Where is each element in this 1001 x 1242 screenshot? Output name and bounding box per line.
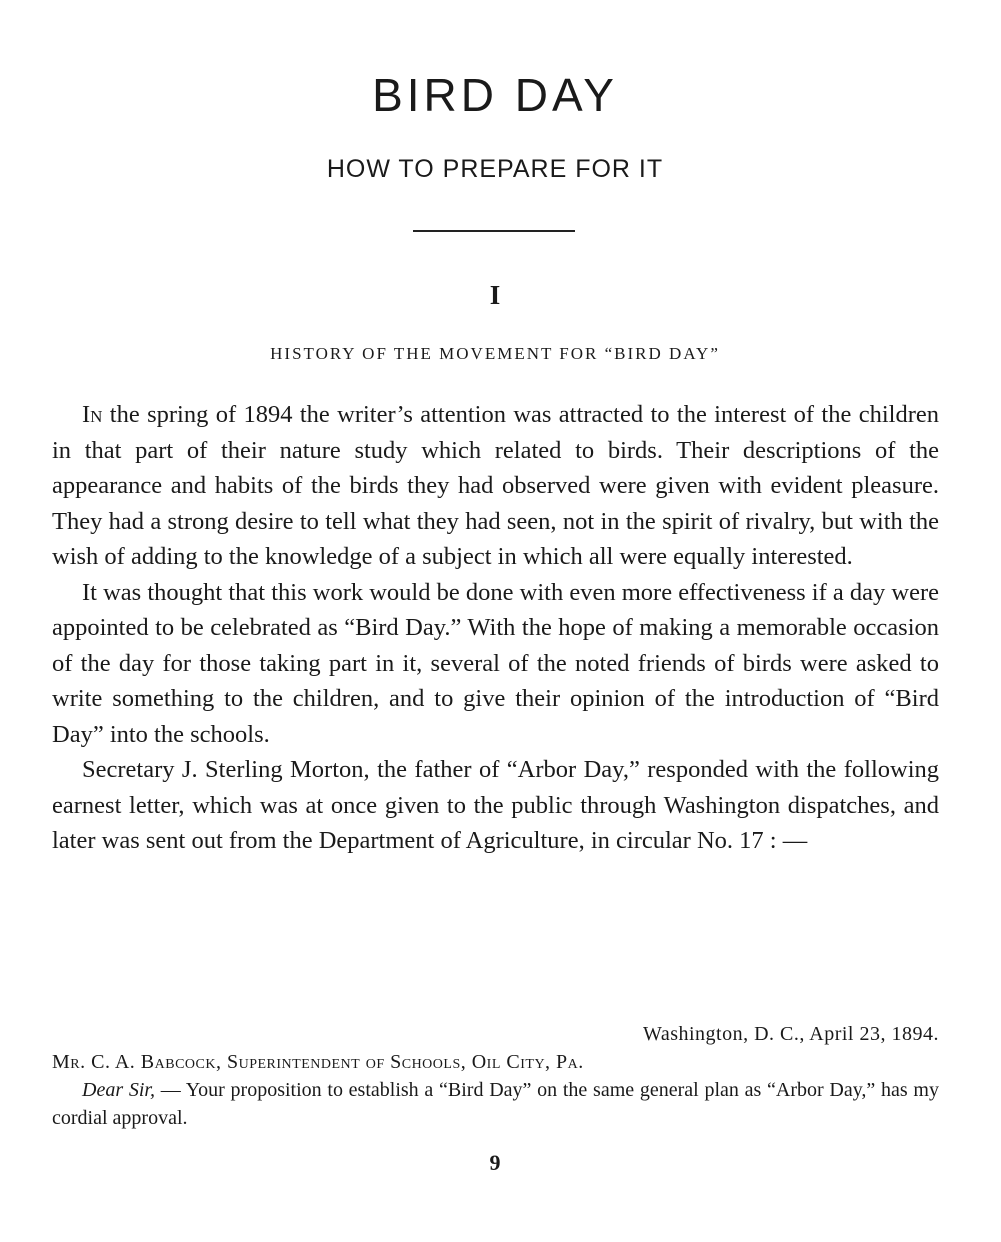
letter-dateline: Washington, D. C., April 23, 1894. <box>643 1023 939 1045</box>
page-title: BIRD DAY <box>372 69 618 121</box>
letter-opening <box>52 1076 939 1132</box>
paragraph-1-text: the spring of 1894 the writer’s attention was attracted to the interest of the children in that part of their nature study which related to birds. Their descriptions of the appearance and habits of the birds they had observed were given with evident pleasure. They had a strong desire to tell what they had seen, not in the spirit of rivalry, but with the wish of adding to the knowledge of a subject in which all were equally interested. <box>52 401 939 570</box>
letter-address: Mr. C. A. Babcock, Superintendent of Schools, Oil City, Pa. <box>52 1051 584 1073</box>
quoted-letter <box>52 1020 939 1132</box>
paragraph-1 <box>52 397 939 575</box>
page-subtitle: HOW TO PREPARE FOR IT <box>326 155 664 183</box>
section-heading: HISTORY OF THE MOVEMENT FOR “BIRD DAY” <box>270 344 720 363</box>
paragraph-2: It was thought that this work would be done with even more effectiveness if a day were appointed to be celebrated as “Bird Day.” With the hope of making a memorable occasion of the day for those taking part in it, several of the noted friends of birds were asked to write something to the children, and to give their opinion of the introduction of “Bird Day” into the schools. <box>52 578 939 748</box>
chapter-number: I <box>489 280 501 310</box>
paragraph-3: Secretary J. Sterling Morton, the father of “Arbor Day,” responded with the following earnest letter, which was at once given to the public through Washington dispatches, and later was sent out from the Department of Agriculture, in circular No. 17 : — <box>52 756 939 854</box>
paragraph-initial: In <box>82 401 103 428</box>
letter-salutation: Dear Sir, <box>82 1079 155 1101</box>
letter-opening-text: — Your proposition to establish a “Bird Day” on the same general plan as “Arbor Day,” has my cordial approval. <box>52 1079 939 1129</box>
title-divider <box>413 230 575 232</box>
body-text <box>52 397 939 859</box>
page-number: 9 <box>489 1150 501 1175</box>
